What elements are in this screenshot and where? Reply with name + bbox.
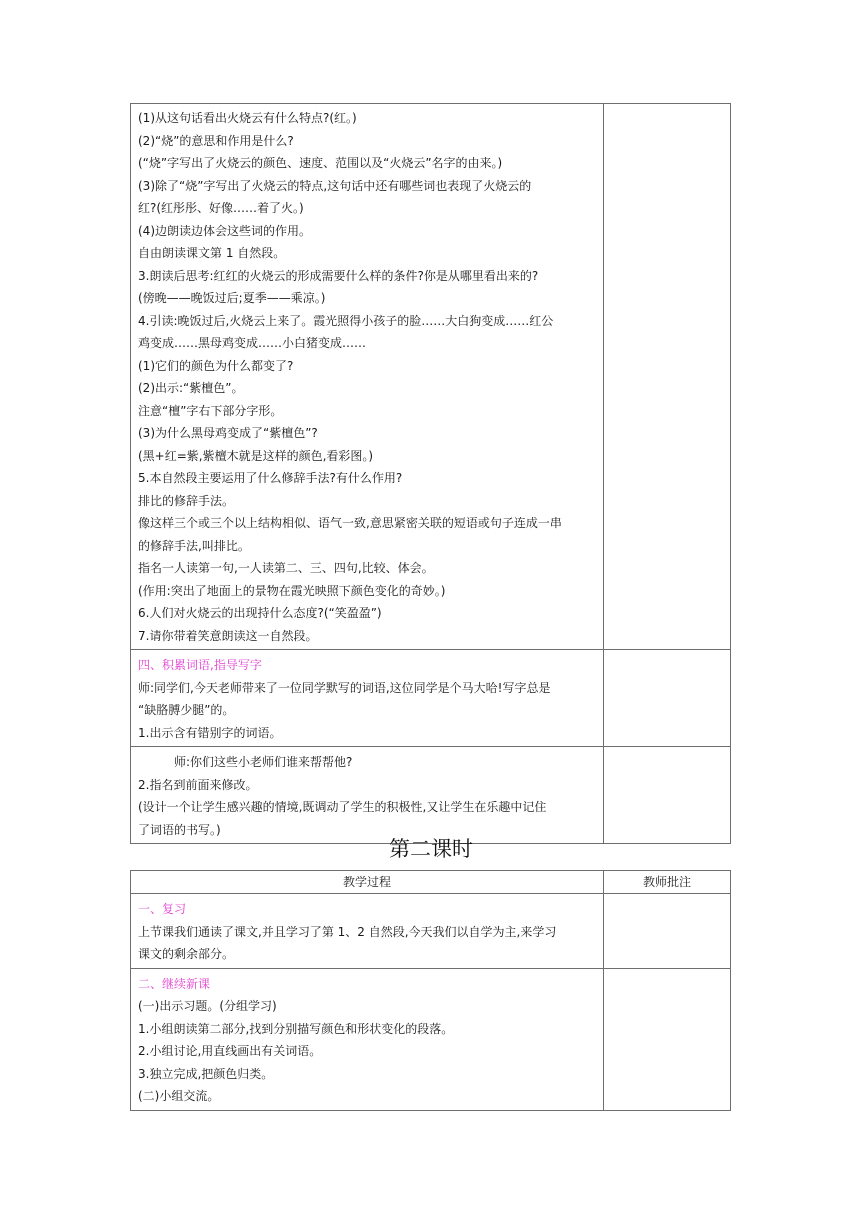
text-line: (2)“烧”的意思和作用是什么? bbox=[138, 133, 294, 148]
column-header-process: 教学过程 bbox=[131, 871, 604, 894]
row-lines bbox=[131, 969, 603, 1110]
text-line: (3)为什么黑母鸡变成了“紫檀色”? bbox=[138, 426, 318, 440]
text-line: 红?(红彤彤、好像……着了火。) bbox=[138, 201, 304, 215]
text-line: (一)出示习题。(分组学习) bbox=[138, 999, 277, 1013]
table-row bbox=[131, 747, 731, 844]
text-line: (傍晚——晚饭过后;夏季——乘凉。) bbox=[138, 291, 326, 305]
teacher-note-cell bbox=[604, 650, 731, 747]
text-line: 2.指名到前面来修改。 bbox=[138, 777, 258, 792]
text-line: (黑+红=紫,紫檀木就是这样的颜色,看彩图。) bbox=[138, 448, 374, 463]
teacher-note-cell bbox=[604, 968, 731, 1110]
row-lines bbox=[131, 747, 603, 843]
text-line: 鸡变成……黑母鸡变成……小白猪变成…… bbox=[138, 336, 367, 350]
table-row bbox=[131, 968, 731, 1110]
text-line: 课文的剩余部分。 bbox=[138, 947, 235, 961]
text-line: (2)出示:“紫檀色”。 bbox=[138, 381, 244, 395]
text-line: (“烧”字写出了火烧云的颜色、速度、范围以及“火烧云”名字的由来。) bbox=[138, 156, 503, 170]
text-line: 了词语的书写。) bbox=[138, 822, 221, 837]
text-line: (1)从这句话看出火烧云有什么特点?(红。) bbox=[138, 111, 357, 125]
teacher-note-cell bbox=[604, 894, 731, 969]
text-line: 6.人们对火烧云的出现持什么态度?(“笑盈盈”) bbox=[138, 606, 382, 620]
section-heading: 四、积累词语,指导写字 bbox=[138, 658, 262, 672]
text-line: 师:同学们,今天老师带来了一位同学默写的词语,这位同学是个马大哈!写字总是 bbox=[138, 680, 551, 695]
text-line: 2.小组讨论,用直线画出有关词语。 bbox=[138, 1044, 322, 1058]
text-line: 3.独立完成,把颜色归类。 bbox=[138, 1066, 274, 1081]
section-heading: 二、继续新课 bbox=[138, 976, 211, 991]
text-line: 1.出示含有错别字的词语。 bbox=[138, 725, 282, 740]
process-cell bbox=[131, 894, 604, 969]
column-header-notes: 教师批注 bbox=[604, 871, 731, 894]
text-line: (3)除了“烧”字写出了火烧云的特点,这句话中还有哪些词也表现了火烧云的 bbox=[138, 178, 532, 193]
text-line: 7.请你带着笑意朗读这一自然段。 bbox=[138, 628, 318, 643]
text-line: 上节课我们通读了课文,并且学习了第 1、2 自然段,今天我们以自学为主,来学习 bbox=[138, 924, 557, 939]
text-line: 指名一人读第一句,一人读第二、三、四句,比较、体会。 bbox=[138, 561, 434, 575]
row-lines bbox=[131, 104, 603, 649]
table-row bbox=[131, 894, 731, 969]
text-line: 的修辞手法,叫排比。 bbox=[138, 538, 250, 553]
row-lines bbox=[131, 650, 603, 746]
text-line: 3.朗读后思考:红红的火烧云的形成需要什么样的条件?你是从哪里看出来的? bbox=[138, 268, 539, 283]
table-header-row bbox=[131, 871, 731, 894]
text-line: 师:你们这些小老师们谁来帮帮他? bbox=[174, 755, 353, 769]
text-line: 自由朗读课文第 1 自然段。 bbox=[138, 246, 286, 260]
teacher-note-cell bbox=[604, 747, 731, 844]
text-line: (二)小组交流。 bbox=[138, 1089, 220, 1103]
section-heading: 一、复习 bbox=[138, 902, 187, 916]
teacher-note-cell bbox=[604, 104, 731, 650]
text-line: 1.小组朗读第二部分,找到分别描写颜色和形状变化的段落。 bbox=[138, 1021, 454, 1036]
text-line: 像这样三个或三个以上结构相似、语气一致,意思紧密关联的短语或句子连成一串 bbox=[138, 516, 562, 530]
process-cell bbox=[131, 747, 604, 844]
process-cell bbox=[131, 650, 604, 747]
text-line: 排比的修辞手法。 bbox=[138, 493, 235, 508]
text-line: (设计一个让学生感兴趣的情境,既调动了学生的积极性,又让学生在乐趣中记住 bbox=[138, 800, 547, 814]
text-line: (作用:突出了地面上的景物在霞光映照下颜色变化的奇妙。) bbox=[138, 583, 446, 598]
text-line: “缺胳膊少腿”的。 bbox=[138, 703, 235, 717]
lesson-table-part2 bbox=[130, 870, 731, 1111]
lesson-table-part1 bbox=[130, 103, 731, 844]
text-line: 注意“檀”字右下部分字形。 bbox=[138, 403, 283, 418]
table-row bbox=[131, 650, 731, 747]
process-cell bbox=[131, 104, 604, 650]
process-cell bbox=[131, 968, 604, 1110]
text-line: 5.本自然段主要运用了什么修辞手法?有什么作用? bbox=[138, 471, 403, 485]
row-lines bbox=[131, 894, 603, 968]
table-row bbox=[131, 104, 731, 650]
section-title: 第二课时 bbox=[389, 837, 473, 861]
text-line: (4)边朗读边体会这些词的作用。 bbox=[138, 223, 311, 238]
text-line: 4.引读:晚饭过后,火烧云上来了。霞光照得小孩子的脸……大白狗变成……红公 bbox=[138, 313, 554, 328]
text-line: (1)它们的颜色为什么都变了? bbox=[138, 358, 294, 373]
